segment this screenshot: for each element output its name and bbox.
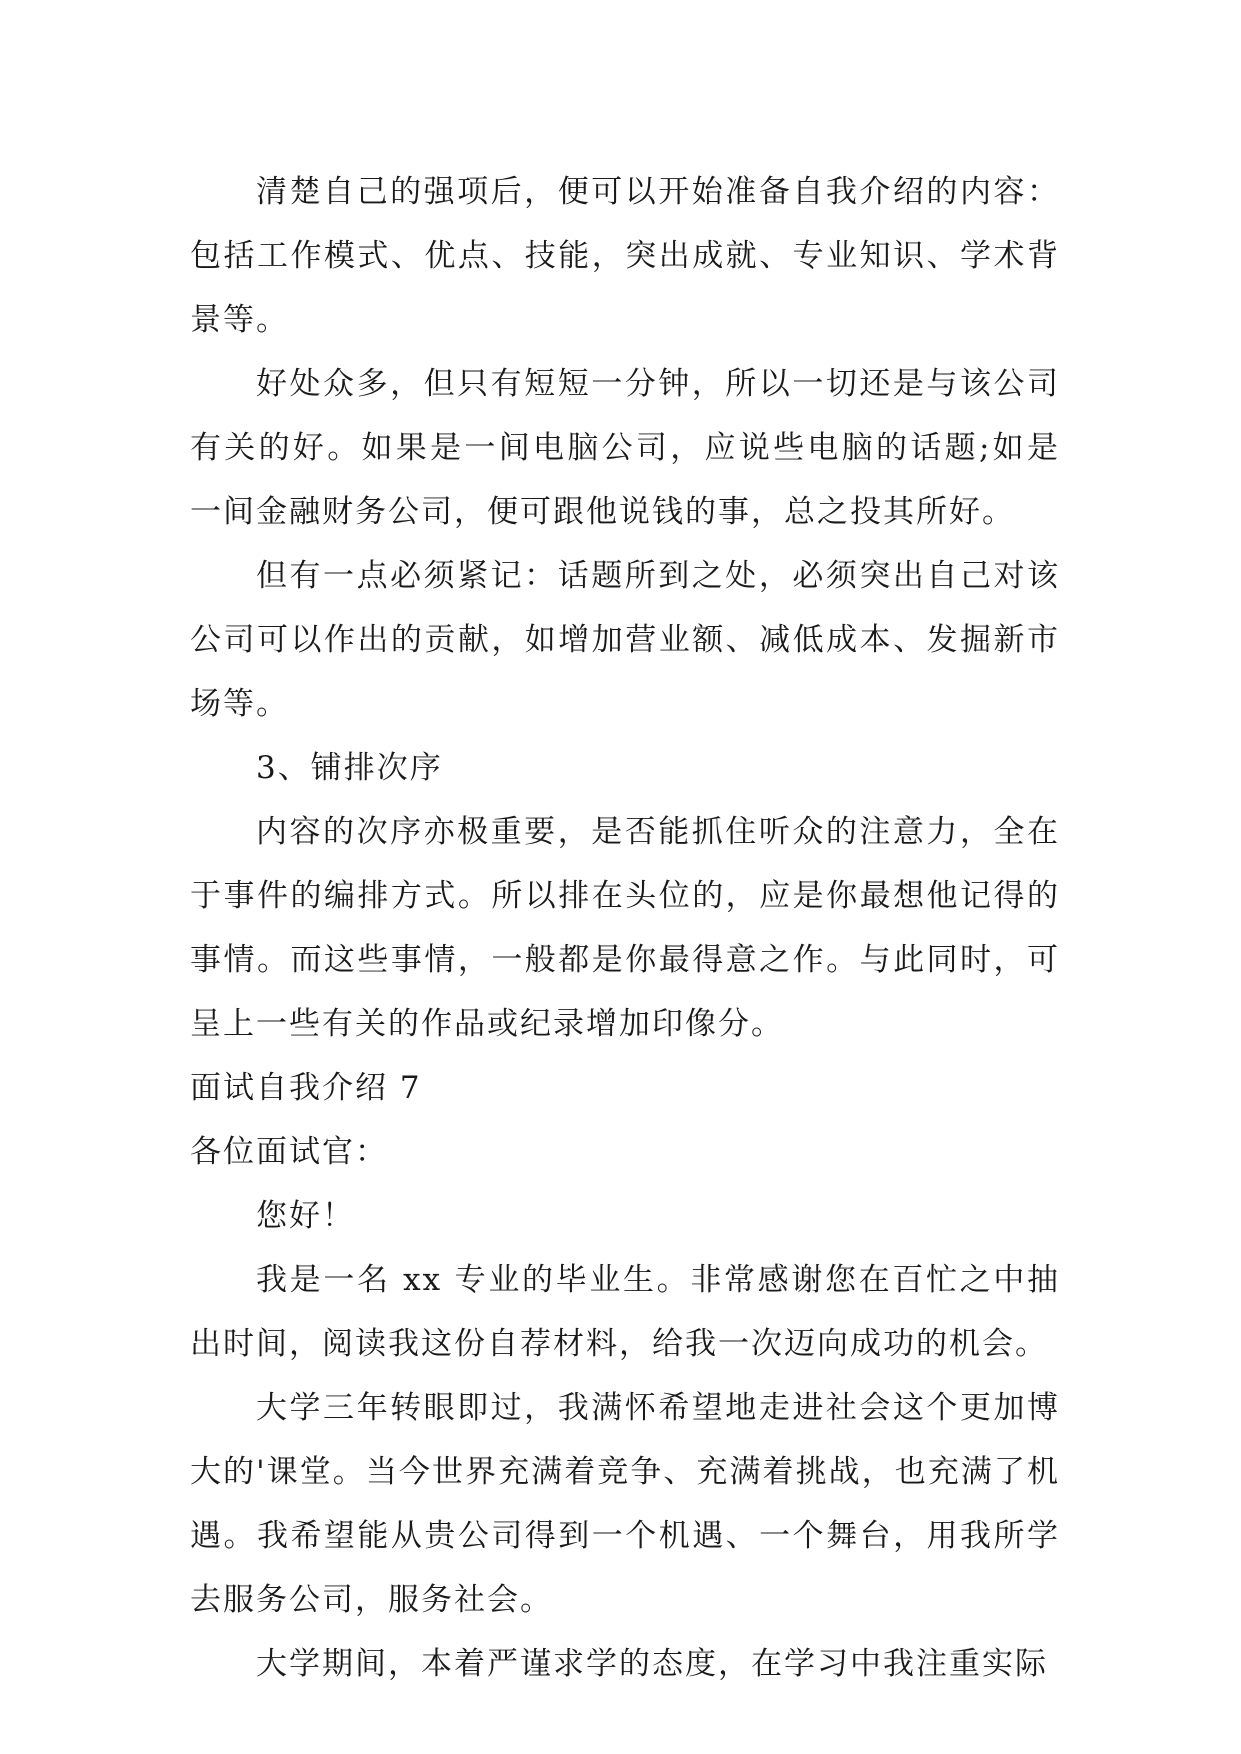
paragraph-order: 内容的次序亦极重要，是否能抓住听众的注意力，全在于事件的编排方式。所以排在头位的，应是你最想他记得的事情。而这些事情，一般都是你最得意之作。与此同时，可呈上一些有关的作品或纪录增加印像分。 [190, 814, 1060, 1042]
subheading-order: 3、铺排次序 [256, 750, 443, 786]
greeting: 您好！ [256, 1198, 355, 1234]
body-paragraph: 我是一名 xx 专业的毕业生。非常感谢您在百忙之中抽出时间，阅读我这份自荐材料，给我一次迈向成功的机会。 [190, 1262, 1060, 1362]
body-paragraph: 大学期间，本着严谨求学的态度，在学习中我注重实际 [256, 1646, 1048, 1682]
section-title: 面试自我介绍 7 [190, 1070, 422, 1106]
body-paragraph: 大学三年转眼即过，我满怀希望地走进社会这个更加博大的'课堂。当今世界充满着竞争、充满着挑战，也充满了机遇。我希望能从贵公司得到一个机遇、一个舞台，用我所学去服务公司，服务社会。 [190, 1390, 1060, 1618]
document-page [190, 160, 1060, 1696]
paragraph-benefits: 好处众多，但只有短短一分钟，所以一切还是与该公司有关的好。如果是一间电脑公司，应说些电脑的话题;如是一间金融财务公司，便可跟他说钱的事，总之投其所好。 [190, 366, 1060, 530]
salutation: 各位面试官： [190, 1134, 388, 1170]
paragraph-contribution: 但有一点必须紧记：话题所到之处，必须突出自己对该公司可以作出的贡献，如增加营业额、减低成本、发掘新市场等。 [190, 558, 1060, 722]
paragraph-strengths: 清楚自己的强项后，便可以开始准备自我介绍的内容：包括工作模式、优点、技能，突出成就、专业知识、学术背景等。 [190, 174, 1060, 338]
